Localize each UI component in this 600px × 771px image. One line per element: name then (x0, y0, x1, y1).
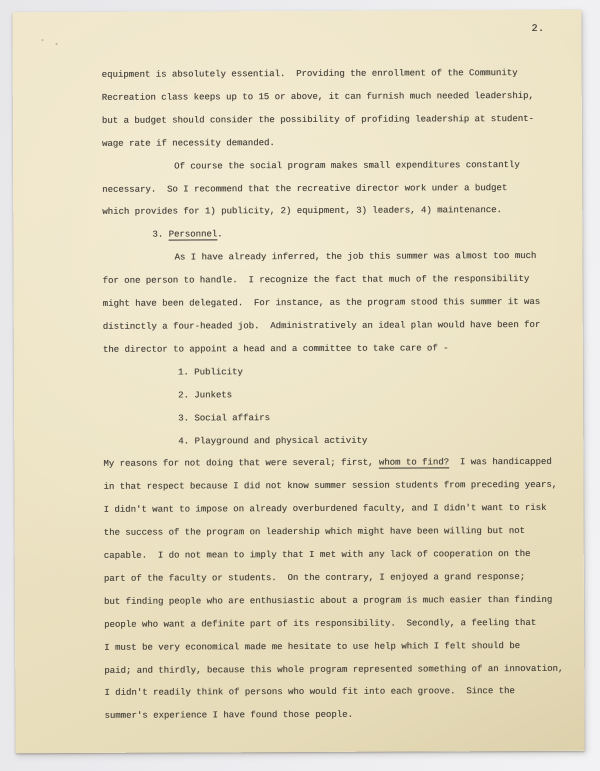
document-line (103, 405, 581, 430)
text-segment: 3. (152, 229, 169, 240)
text-segment: the director to appoint a head and a committee to take care of - (102, 343, 449, 355)
document-line (103, 451, 581, 476)
document-line (102, 130, 580, 155)
text-segment: equipment is absolutely essential. Providing the enrollment of the Community (101, 68, 518, 80)
text-segment: Of course the social program makes small expenditures constantly (174, 159, 520, 172)
text-segment: 3. Social affairs (178, 412, 271, 424)
text-segment: people who want a definite part of its responsibility. Secondly, a feeling that (104, 617, 537, 630)
text-segment: which provides for 1) publicity, 2) equipment, 3) leaders, 4) maintenance. (102, 205, 502, 218)
text-segment: . (217, 229, 223, 240)
text-segment: in that respect because I did not know summer session students from preceding years, (103, 480, 558, 493)
document-line (103, 337, 581, 362)
underlined-text: whom to find? (378, 457, 450, 469)
document-line (104, 497, 582, 522)
document-line (102, 62, 580, 87)
document-line (104, 543, 582, 568)
text-segment: paid; and thirdly, because this whole program represented something of an innovation, (104, 663, 564, 676)
document-line (102, 108, 580, 133)
document-line (102, 176, 580, 201)
page-number: 2. (531, 23, 545, 35)
text-segment: but finding people who are enthusiastic about a program is much easier than finding (103, 594, 553, 607)
document-line (104, 520, 582, 545)
document-line (103, 314, 581, 339)
document-line (104, 566, 582, 591)
text-segment: I didn't want to impose on already overburdened faculty, and I didn't want to risk (103, 503, 547, 516)
text-segment: 4. Playground and physical activity (178, 435, 368, 447)
document-line (103, 382, 581, 407)
text-segment: part of the faculty or students. On the contrary, I enjoyed a grand response; (103, 571, 526, 584)
text-segment: for one person to handle. I recognize the fact that much of the responsibility (102, 274, 530, 287)
document-line (104, 680, 582, 705)
document-line (102, 245, 580, 270)
document-line (103, 428, 581, 453)
document-line (104, 703, 582, 728)
document-line (103, 474, 581, 499)
text-segment: I was handicapped (449, 457, 552, 468)
text-segment: capable. I do not mean to imply that I met with any lack of cooperation on the (103, 549, 531, 561)
text-segment: wage rate if necessity demanded. (101, 137, 275, 149)
underlined-text: Personnel (168, 229, 218, 240)
text-segment: Recreation class keeps up to 15 or above, it can furnish much needed leadership, (101, 90, 534, 103)
paper-speck (42, 39, 44, 41)
text-segment: As I have already inferred, the job this summer was almost too much (174, 251, 537, 263)
document-line (104, 657, 582, 682)
document-line (102, 85, 580, 110)
document-body (102, 62, 583, 728)
document-line (103, 268, 581, 293)
text-segment: 2. Junkets (178, 389, 233, 401)
text-segment: but a budget should consider the possibility of profiding leadership at student- (101, 113, 534, 126)
text-segment: My reasons for not doing that were several; first, (103, 458, 379, 470)
document-line (104, 634, 582, 659)
document-page (12, 10, 584, 753)
document-line (102, 199, 580, 224)
document-line (104, 612, 582, 637)
document-line (102, 153, 580, 178)
document-line (103, 291, 581, 316)
document-line (102, 222, 580, 247)
text-segment: I didn't readily think of persons who would fit into each groove. Since the (104, 686, 515, 699)
text-segment: the success of the program on leadership which might have been willing but not (103, 526, 525, 538)
text-segment: might have been delegated. For instance, as the program stood this summer it was (102, 297, 541, 309)
text-segment: distinctly a four-headed job. Administratively an ideal plan would have been for (102, 319, 541, 332)
text-segment: I must be very economical made me hesitate to use help which I felt should be (104, 640, 521, 653)
document-line (104, 589, 582, 614)
text-segment: necessary. So I recommend that the recreative director work under a budget (102, 182, 508, 195)
paper-speck (56, 43, 58, 45)
document-line (103, 360, 581, 385)
text-segment: summer's experience I have found those people. (104, 710, 353, 722)
text-segment: 1. Publicity (177, 367, 243, 378)
